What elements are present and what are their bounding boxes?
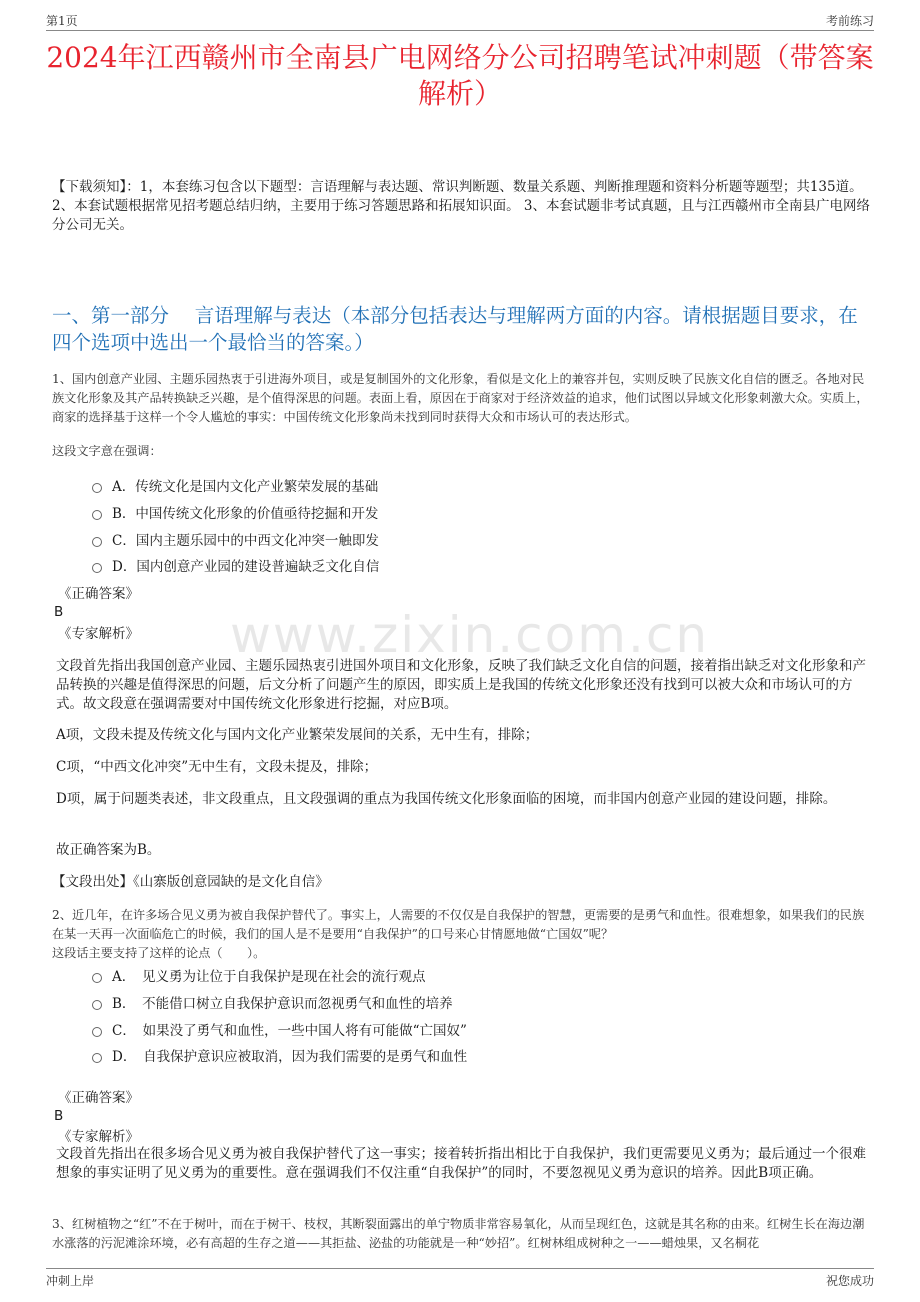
radio-icon[interactable] (92, 1000, 102, 1010)
watermark: www.zixin.com.cn (230, 606, 710, 664)
option-a[interactable] (92, 472, 872, 499)
radio-icon[interactable] (92, 483, 102, 493)
radio-icon[interactable] (92, 973, 102, 983)
page-header (46, 12, 874, 32)
analysis-conclusion: 故正确答案为B。 (56, 842, 161, 858)
question-1-text: 1、国内创意产业园、主题乐园热衷于引进海外项目，或是复制国外的文化形象，看似是文化上的兼容并包，实则反映了民族文化自信的匮乏。各地对民族文化形象及其产品转换缺乏兴趣，是个值得深思的问题。表面上看，原因在于商家对于经济效益的追求，他们试图以异域文化形象刺激大众。实质上，商家的选择基于这样一个令人尴尬的事实：中国传统文化形象尚未找到同时获得大众和市场认可的表达形式。 (52, 372, 869, 424)
question-2-options (92, 962, 872, 1069)
answer-value: B (54, 1108, 64, 1124)
radio-icon[interactable] (92, 1053, 102, 1063)
document-title: 2024年江西赣州市全南县广电网络分公司招聘笔试冲刺题（带答案解析） (46, 41, 874, 110)
question-3-text: 3、红树植物之“红”不在于树叶，而在于树干、枝杈，其断裂面露出的单宁物质非常容易氧化，从而呈现红色，这就是其名称的由来。红树生长在海边潮水涨落的污泥滩涂环境，必有高超的生存之道——其拒盐、泌盐的功能就是一种“妙招”。红树林组成树种之一——蜡烛果，又名桐花 (52, 1217, 865, 1250)
option-a-label: A． 见义勇为让位于自我保护是现在社会的流行观点 (112, 969, 426, 986)
option-b[interactable] (92, 499, 872, 526)
footer-rule (46, 1268, 874, 1269)
radio-icon[interactable] (92, 563, 102, 573)
option-d[interactable] (92, 1042, 872, 1069)
option-c[interactable] (92, 525, 872, 552)
question-1-options (92, 472, 872, 579)
section-heading: 一、第一部分 言语理解与表达（本部分包括表达与理解两方面的内容。请根据题目要求，在四个选项中选出一个最恰当的答案。） (52, 304, 858, 354)
radio-icon[interactable] (92, 1027, 102, 1037)
footer-left: 冲刺上岸 (46, 1274, 95, 1288)
option-d-label: D．国内创意产业园的建设普遍缺乏文化自信 (112, 559, 380, 576)
page-number: 第1页 (46, 14, 78, 28)
option-b-label: B． 不能借口树立自我保护意识而忽视勇气和血性的培养 (112, 996, 453, 1013)
header-rule (46, 30, 874, 31)
answer-label: 《正确答案》 (58, 1090, 139, 1106)
radio-icon[interactable] (92, 537, 102, 547)
option-c[interactable] (92, 1015, 872, 1042)
question-2-text: 2、近几年，在许多场合见义勇为被自我保护替代了。事实上，人需要的不仅仅是自我保护的智慧，更需要的是勇气和血性。很难想象，如果我们的民族在某一天再一次面临危亡的时候，我们的国人是不是要用“自我保护”的口号来心甘情愿地做“亡国奴”呢？ (52, 908, 865, 941)
answer-value: B (54, 604, 64, 620)
analysis-paragraph: C项，“中西文化冲突”无中生有，文段未提及，排除； (56, 759, 378, 775)
analysis-paragraph: D项，属于问题类表述，非文段重点，且文段强调的重点为我国传统文化形象面临的困境，而非国内创意产业园的建设问题，排除。 (56, 791, 837, 807)
radio-icon[interactable] (92, 510, 102, 520)
option-c-label: C．国内主题乐园中的中西文化冲突一触即发 (112, 532, 379, 549)
analysis-paragraph: 文段首先指出在很多场合见义勇为被自我保护替代了这一事实；接着转折指出相比于自我保护，我们更需要见义勇为；最后通过一个很难想象的事实证明了见义勇为的重要性。意在强调我们不仅注重“自我保护”的同时，不要忽视见义勇为意识的培养。因此B项正确。 (56, 1146, 866, 1181)
page-footer (46, 1272, 874, 1292)
option-d-label: D． 自我保护意识应被取消，因为我们需要的是勇气和血性 (112, 1049, 468, 1066)
option-d[interactable] (92, 552, 872, 579)
footer-right: 祝您成功 (825, 1274, 874, 1288)
download-notice: 【下载须知】：1，本套练习包含以下题型：言语理解与表达题、常识判断题、数量关系题、判断推理题和资料分析题等题型；共135道。 2、本套试题根据常见招考题总结归纳，主要用于练习答题思路和拓展知识面。 3、本套试题非考试真题，且与江西赣州市全南县广电网络分公司无关。 (52, 179, 870, 233)
question-2-prompt: 这段话主要支持了这样的论点（ ）。 (52, 946, 266, 960)
header-tag: 考前练习 (825, 14, 874, 28)
analysis-label: 《专家解析》 (58, 626, 139, 642)
option-b[interactable] (92, 989, 872, 1016)
analysis-paragraph: 文段首先指出我国创意产业园、主题乐园热衷引进国外项目和文化形象，反映了我们缺乏文化自信的问题，接着指出缺乏对文化形象和产品转换的兴趣是值得深思的问题，后文分析了问题产生的原因，即实质上是我国的传统文化形象还没有找到可以被大众和市场认可的方式。故文段意在强调需要对中国传统文化形象进行挖掘，对应B项。 (56, 658, 866, 712)
answer-label: 《正确答案》 (58, 586, 139, 602)
analysis-paragraph: A项，文段未提及传统文化与国内文化产业繁荣发展间的关系，无中生有，排除； (56, 727, 539, 743)
option-a-label: A．传统文化是国内文化产业繁荣发展的基础 (112, 479, 379, 496)
option-c-label: C． 如果没了勇气和血性，一些中国人将有可能做“亡国奴” (112, 1022, 467, 1039)
option-a[interactable] (92, 962, 872, 989)
question-1-prompt: 这段文字意在强调： (52, 444, 162, 458)
analysis-source: 【文段出处】《山寨版创意园缺的是文化自信》 (52, 874, 329, 890)
option-b-label: B．中国传统文化形象的价值亟待挖掘和开发 (112, 506, 379, 523)
analysis-label: 《专家解析》 (58, 1129, 139, 1145)
